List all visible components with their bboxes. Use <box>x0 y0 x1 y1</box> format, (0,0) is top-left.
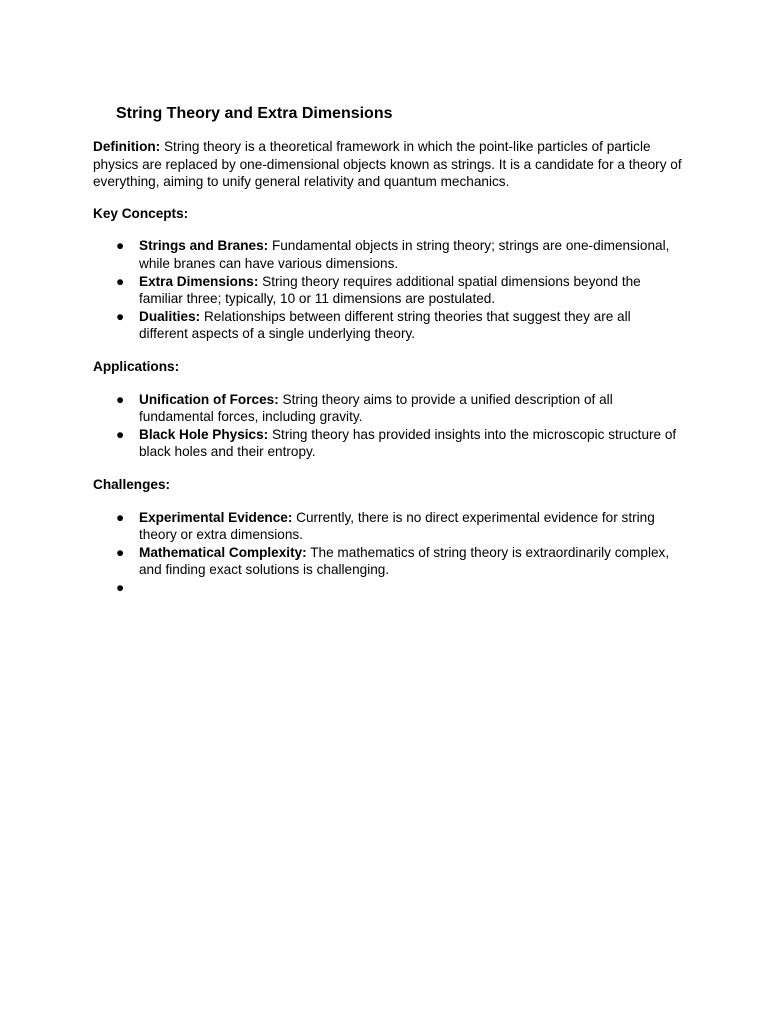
definition-text: String theory is a theoretical framework in which the point-like particles of particle physics are replaced by one-dimensional objects known as strings. It is a candidate for a theory of everything, aiming to unify general relativity and quantum mechanics. <box>93 139 682 190</box>
applications-list <box>93 391 683 461</box>
list-item-term: Black Hole Physics: <box>139 426 269 442</box>
list-item-text: String theory aims to provide a unified description of all fundamental forces, including gravity. <box>139 391 613 425</box>
list-item <box>93 509 683 544</box>
challenges-list <box>93 509 683 597</box>
list-item <box>93 544 683 579</box>
list-item-text: String theory has provided insights into the microscopic structure of black holes and their entropy. <box>139 426 677 460</box>
list-item-term: Strings and Branes: <box>139 238 269 254</box>
list-item <box>93 391 683 426</box>
bullet-icon: ● <box>116 238 125 254</box>
list-item-term: Experimental Evidence: <box>139 509 293 525</box>
list-item <box>93 308 683 343</box>
list-item-term: Dualities: <box>139 308 201 324</box>
document-page <box>93 104 683 611</box>
key-concepts-list <box>93 237 683 343</box>
list-item-text: String theory requires additional spatial dimensions beyond the familiar three; typically, 10 or 11 dimensions are postulated. <box>139 273 641 307</box>
bullet-icon: ● <box>116 391 125 407</box>
list-item <box>93 273 683 308</box>
document-title: String Theory and Extra Dimensions <box>116 105 393 122</box>
list-item-text: Currently, there is no direct experimental evidence for string theory or extra dimensions. <box>139 509 655 543</box>
list-item-text: Fundamental objects in string theory; strings are one-dimensional, while branes can have various dimensions. <box>139 238 670 271</box>
list-item-term: Mathematical Complexity: <box>139 544 307 560</box>
bullet-icon: ● <box>116 308 125 324</box>
list-item-empty <box>93 579 683 597</box>
list-item-text: Relationships between different string theories that suggest they are all different aspects of a single underlying theory. <box>139 308 631 342</box>
definition-label: Definition: <box>93 139 161 154</box>
bullet-icon: ● <box>116 579 125 595</box>
section-heading-key-concepts: Key Concepts: <box>93 205 189 221</box>
list-item-term: Unification of Forces: <box>139 391 279 407</box>
section-heading-challenges: Challenges: <box>93 476 171 492</box>
list-item-term: Extra Dimensions: <box>139 273 259 289</box>
section-heading-applications: Applications: <box>93 358 180 374</box>
bullet-icon: ● <box>116 426 125 442</box>
bullet-icon: ● <box>116 544 125 560</box>
bullet-icon: ● <box>116 509 125 525</box>
list-item <box>93 237 683 272</box>
bullet-icon: ● <box>116 273 125 289</box>
list-item-text: The mathematics of string theory is extraordinarily complex, and finding exact solutions is challenging. <box>139 544 670 578</box>
list-item <box>93 426 683 461</box>
definition-paragraph <box>93 138 683 191</box>
